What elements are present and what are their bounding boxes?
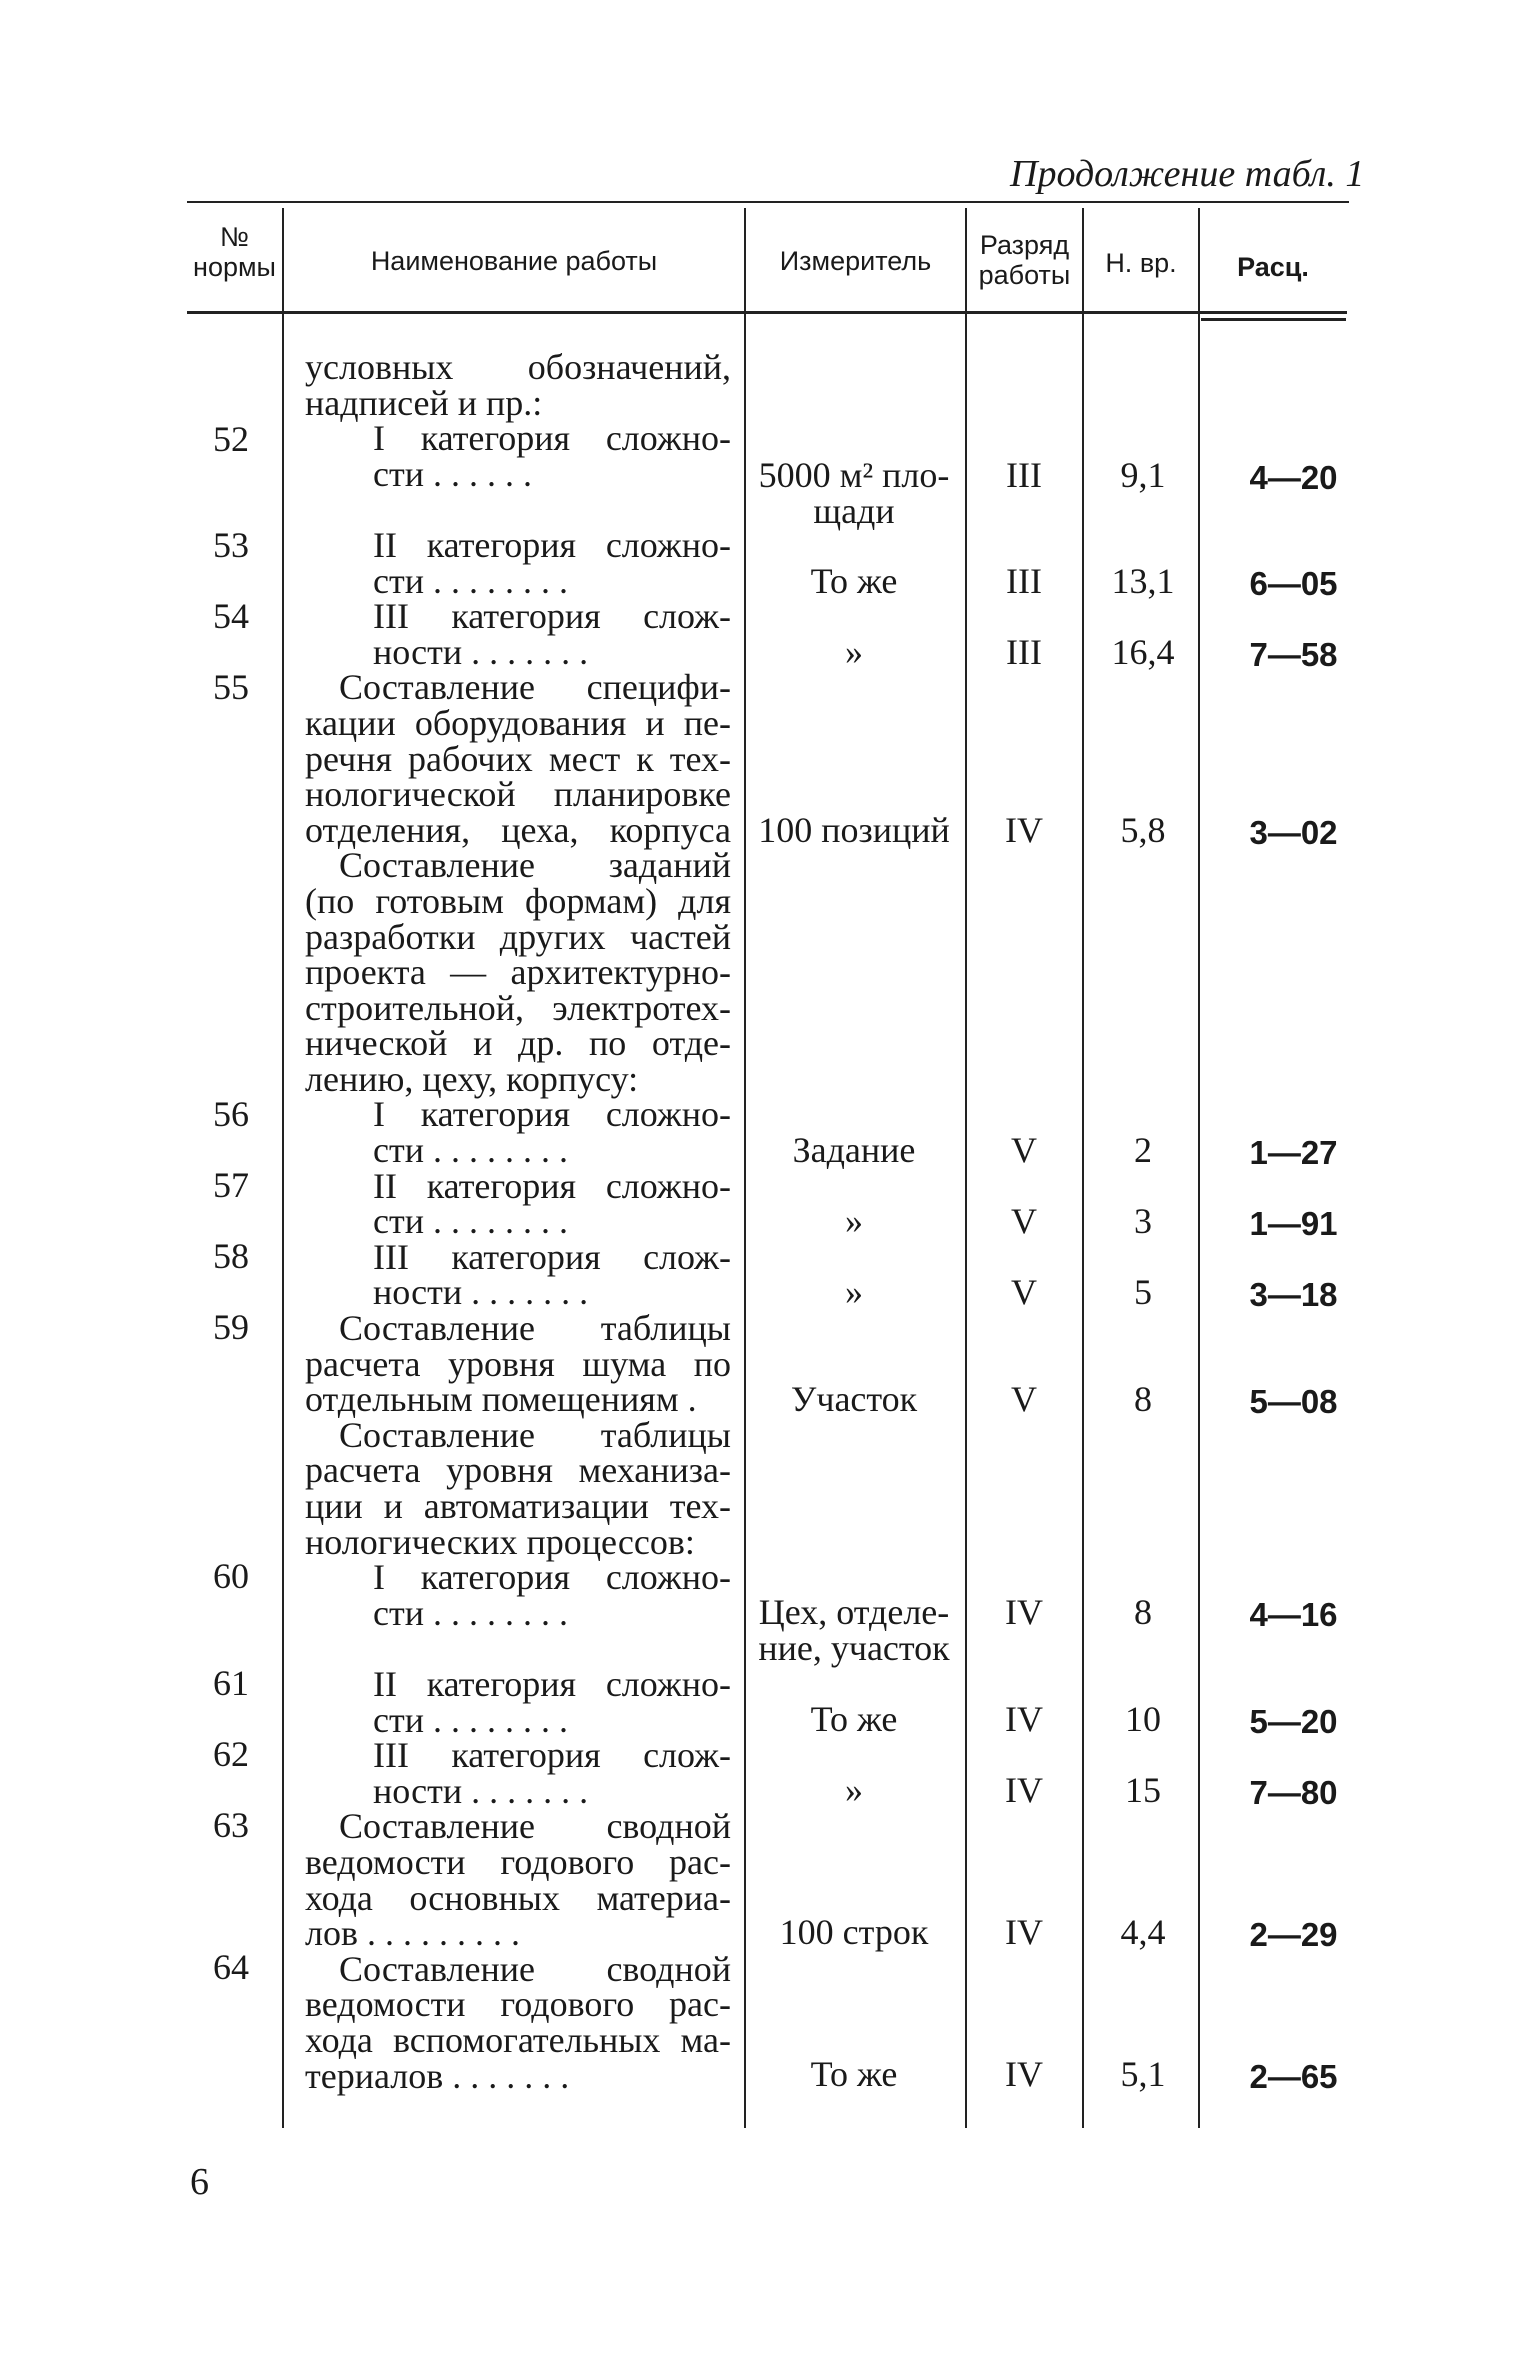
- grade-cell: IV: [1005, 2054, 1043, 2094]
- rate-cell: 1—91: [1249, 1205, 1338, 1242]
- time-norm-cell: 8: [1134, 1379, 1152, 1419]
- header-time-norm: Н. вр.: [1105, 248, 1177, 278]
- right-header-rule: [1201, 318, 1346, 321]
- measure-text: 5000 м² пло-: [758, 455, 950, 495]
- description-line: расчета уровня механиза-: [305, 1450, 731, 1491]
- description-line: проекта — архитектурно-: [305, 952, 731, 993]
- rate-cell: 7—58: [1249, 636, 1338, 673]
- rate-cell: 5—08: [1249, 1383, 1338, 1420]
- time-norm-cell: 10: [1125, 1699, 1161, 1739]
- page-number: 6: [190, 2161, 209, 2203]
- measure-cell: »: [845, 1201, 863, 1241]
- description-line: Составление сводной: [339, 1806, 731, 1847]
- grade-cell: IV: [1005, 810, 1043, 850]
- description-line: [305, 1631, 731, 1667]
- description-line: ности . . . . . . .: [373, 1770, 589, 1811]
- measure-text: Цех, отделе-: [758, 1592, 950, 1632]
- header-norm-number-symbol: №: [220, 222, 249, 252]
- norm-number: 54: [213, 596, 249, 636]
- norm-number: 55: [213, 667, 249, 707]
- description-line: II категория сложно-: [373, 1663, 731, 1704]
- description-line: отдельным помещениям .: [305, 1379, 697, 1420]
- description-line: отделения, цеха, корпуса: [305, 809, 731, 850]
- norm-number: 59: [213, 1307, 249, 1347]
- rate-cell: 1—27: [1249, 1134, 1338, 1171]
- description-line: хода основных материа-: [305, 1877, 731, 1918]
- column-divider: [1082, 208, 1084, 2128]
- work-description-column: [305, 347, 731, 2096]
- description-line: II категория сложно-: [373, 1165, 731, 1206]
- measure-cell: То же: [810, 1699, 898, 1739]
- header-grade-line1: Разряд: [979, 230, 1070, 260]
- description-line: хода вспомогательных ма-: [305, 2019, 731, 2060]
- description-line: нологической планировке: [305, 774, 731, 815]
- grade-cell: IV: [1005, 1770, 1043, 1810]
- grade-cell: III: [1006, 455, 1042, 495]
- description-line: разработки других частей: [305, 916, 731, 957]
- measure-text-cont: щади: [813, 490, 895, 531]
- measure-cell: [745, 1592, 963, 1668]
- norm-number: 57: [213, 1165, 249, 1205]
- description-line: расчета уровня шума по: [305, 1343, 731, 1384]
- measure-cell: Участок: [790, 1379, 918, 1419]
- header-work-name: Наименование работы: [370, 246, 658, 276]
- description-line: сти . . . . . . . .: [373, 1699, 568, 1740]
- table-caption: Продолжение табл. 1: [1010, 153, 1365, 195]
- header-measure: Измеритель: [779, 246, 932, 276]
- time-norm-cell: 16,4: [1111, 632, 1175, 672]
- description-line: сти . . . . . . . .: [373, 560, 568, 601]
- grade-cell: V: [1011, 1130, 1037, 1170]
- time-norm-cell: 2: [1134, 1130, 1152, 1170]
- time-norm-cell: 15: [1125, 1770, 1161, 1810]
- time-norm-cell: 5,8: [1120, 810, 1166, 850]
- description-line: сти . . . . . .: [373, 453, 532, 494]
- norm-number: 63: [213, 1805, 249, 1845]
- measure-cell: 100 строк: [779, 1912, 929, 1952]
- measure-cell: »: [845, 1272, 863, 1312]
- time-norm-cell: 13,1: [1111, 561, 1175, 601]
- rate-cell: 4—16: [1249, 1596, 1338, 1633]
- header-norm-number-label: нормы: [193, 252, 276, 282]
- description-line: Составление таблицы: [339, 1308, 731, 1349]
- norm-number: 53: [213, 525, 249, 565]
- norm-number: 62: [213, 1734, 249, 1774]
- measure-text-cont: ние, участок: [758, 1627, 950, 1668]
- measure-cell: То же: [810, 561, 898, 601]
- time-norm-cell: 5: [1134, 1272, 1152, 1312]
- time-norm-cell: 3: [1134, 1201, 1152, 1241]
- description-line: сти . . . . . . . .: [373, 1592, 568, 1633]
- norm-number: 58: [213, 1236, 249, 1276]
- description-line: ведомости годового рас-: [305, 1984, 731, 2025]
- description-line: лов . . . . . . . . .: [305, 1913, 520, 1954]
- description-line: лению, цеху, корпусу:: [305, 1058, 639, 1099]
- measure-cell: Задание: [792, 1130, 916, 1170]
- column-divider: [965, 208, 967, 2128]
- measure-cell: »: [845, 632, 863, 672]
- rate-cell: 5—20: [1249, 1703, 1338, 1740]
- rate-cell: 4—20: [1249, 459, 1338, 496]
- time-norm-cell: 4,4: [1120, 1912, 1166, 1952]
- rate-cell: 6—05: [1249, 565, 1338, 602]
- rate-cell: 2—29: [1249, 1916, 1338, 1953]
- description-line: Составление сводной: [339, 1948, 731, 1989]
- measure-cell: [745, 455, 963, 531]
- grade-cell: III: [1006, 561, 1042, 601]
- description-line: I категория сложно-: [373, 1094, 731, 1135]
- description-line: сти . . . . . . . .: [373, 1130, 568, 1171]
- column-divider: [282, 208, 284, 2128]
- measure-cell: То же: [810, 2054, 898, 2094]
- description-line: ности . . . . . . .: [373, 631, 589, 672]
- rate-cell: 7—80: [1249, 1774, 1338, 1811]
- description-line: ности . . . . . . .: [373, 1272, 589, 1313]
- grade-cell: V: [1011, 1272, 1037, 1312]
- description-line: кации оборудования и пе-: [305, 702, 731, 743]
- norm-number: 64: [213, 1947, 249, 1987]
- description-line: Составление таблицы: [339, 1414, 731, 1455]
- header-grade-line2: работы: [978, 260, 1071, 290]
- description-line: ции и автоматизации тех-: [305, 1486, 731, 1526]
- measure-cell: »: [845, 1770, 863, 1810]
- description-line: речня рабочих мест к тех-: [305, 738, 731, 779]
- description-line: II категория сложно-: [373, 524, 731, 565]
- time-norm-cell: 9,1: [1120, 455, 1166, 495]
- norm-number: 56: [213, 1094, 249, 1134]
- description-line: сти . . . . . . . .: [373, 1201, 568, 1242]
- description-line: условных обозначений,: [305, 347, 731, 387]
- description-line: нологических процессов:: [305, 1521, 695, 1562]
- description-line: нической и др. по отде-: [305, 1023, 731, 1064]
- description-line: III категория слож-: [373, 1735, 731, 1776]
- header-grade: [967, 230, 1082, 290]
- grade-cell: V: [1011, 1201, 1037, 1241]
- time-norm-cell: 5,1: [1120, 2054, 1166, 2094]
- grade-cell: IV: [1005, 1592, 1043, 1632]
- measure-cell: 100 позиций: [758, 810, 950, 850]
- header-norm-number: [187, 222, 282, 282]
- description-line: I категория сложно-: [373, 418, 731, 459]
- header-rule: [187, 311, 1347, 314]
- rate-cell: 3—18: [1249, 1276, 1338, 1313]
- description-line: III категория слож-: [373, 1236, 731, 1277]
- description-line: Составление заданий: [339, 845, 731, 886]
- top-rule: [187, 201, 1349, 203]
- description-line: [305, 492, 731, 528]
- time-norm-cell: 8: [1134, 1592, 1152, 1632]
- description-line: I категория сложно-: [373, 1557, 731, 1598]
- rate-cell: 2—65: [1249, 2058, 1338, 2095]
- description-line: ведомости годового рас-: [305, 1841, 731, 1882]
- grade-cell: III: [1006, 632, 1042, 672]
- grade-cell: V: [1011, 1379, 1037, 1419]
- description-line: (по готовым формам) для: [305, 880, 731, 921]
- norm-number: 60: [213, 1556, 249, 1596]
- description-line: Составление специфи-: [339, 667, 731, 708]
- description-line: надписей и пр.:: [305, 382, 543, 423]
- grade-cell: IV: [1005, 1699, 1043, 1739]
- norm-number: 52: [213, 419, 249, 459]
- grade-cell: IV: [1005, 1912, 1043, 1952]
- norm-number: 61: [213, 1663, 249, 1703]
- header-rate: Расц.: [1237, 252, 1309, 282]
- rate-cell: 3—02: [1249, 814, 1338, 851]
- description-line: териалов . . . . . . .: [305, 2055, 570, 2096]
- description-line: III категория слож-: [373, 596, 731, 637]
- description-line: строительной, электротех-: [305, 987, 731, 1028]
